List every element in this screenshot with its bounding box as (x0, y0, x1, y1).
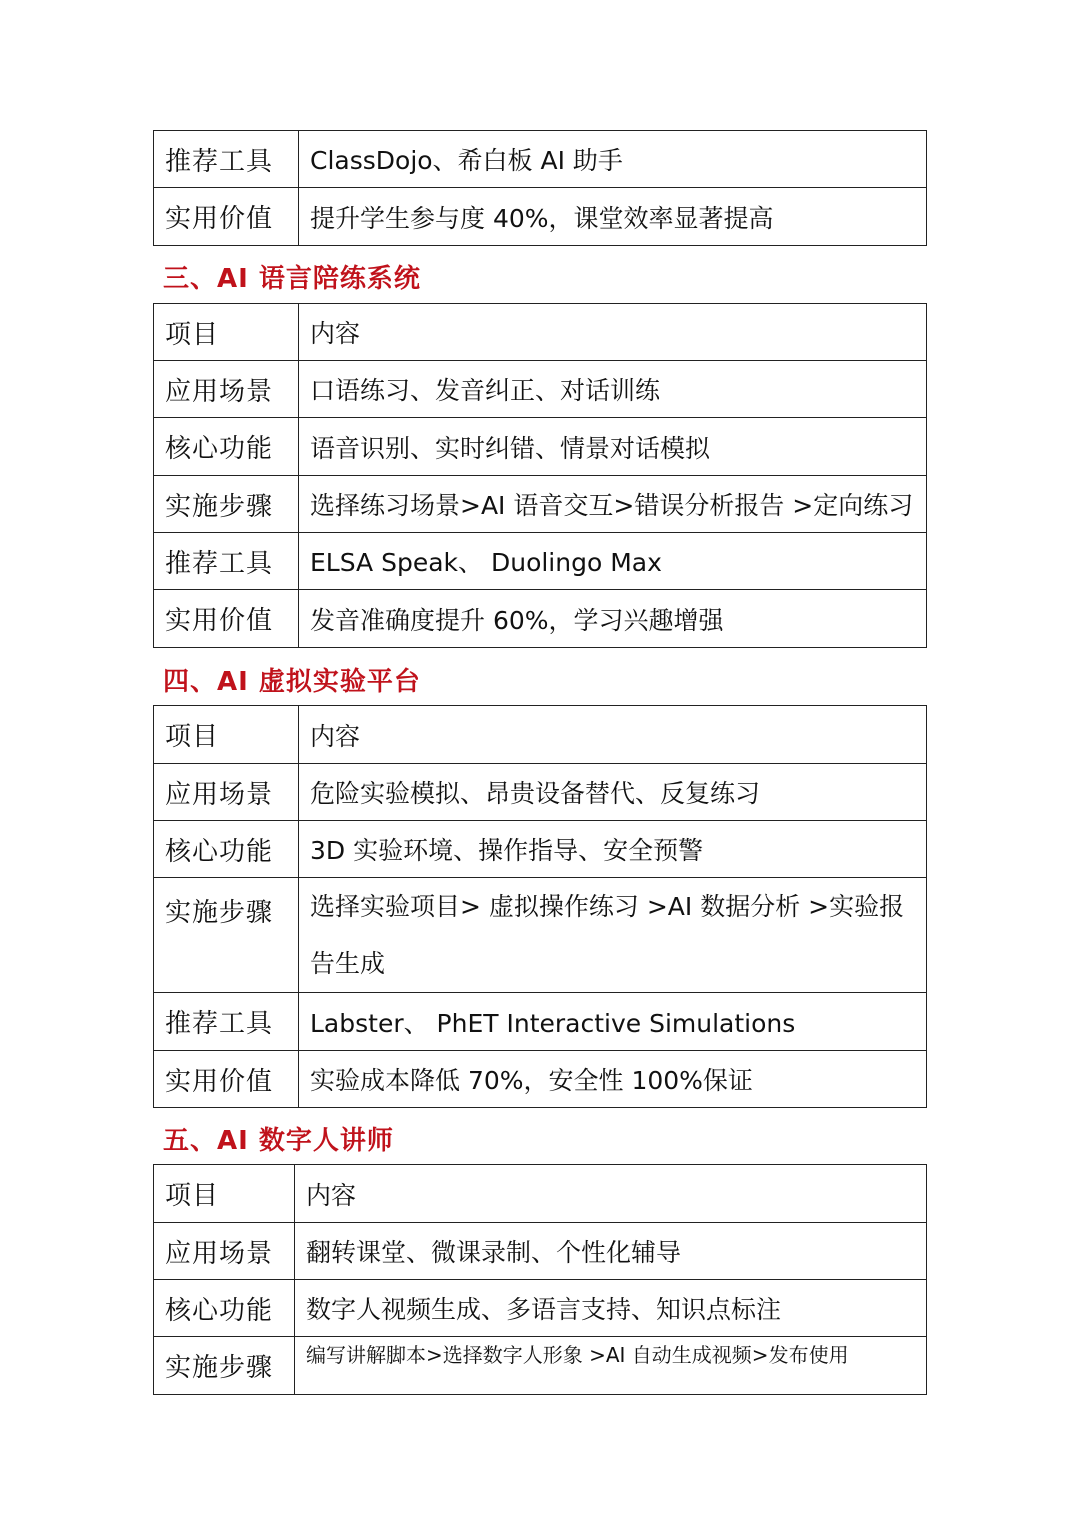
row-value: 实验成本降低 70%，安全性 100%保证 (299, 1051, 927, 1108)
row-value: 数字人视频生成、多语言支持、知识点标注 (295, 1280, 927, 1337)
header-value: 内容 (299, 304, 927, 361)
table-row (154, 1337, 927, 1395)
table-row (154, 533, 927, 590)
row-key: 实施步骤 (154, 476, 299, 533)
row-key: 核心功能 (154, 418, 299, 476)
row-key: 实施步骤 (154, 878, 299, 993)
row-key: 实施步骤 (154, 1337, 295, 1395)
row-key: 推荐工具 (154, 533, 299, 590)
row-value: 选择练习场景>AI 语音交互>错误分析报告 >定向练习 (299, 476, 927, 533)
row-value: 提升学生参与度 40%，课堂效率显著提高 (299, 188, 927, 246)
table-row (154, 821, 927, 878)
row-key: 推荐工具 (154, 993, 299, 1051)
header-key: 项目 (154, 706, 299, 764)
row-value: 危险实验模拟、昂贵设备替代、反复练习 (299, 764, 927, 821)
table-header-row (154, 706, 927, 764)
row-value: ClassDojo、希白板 AI 助手 (299, 131, 927, 188)
row-value: 语音识别、实时纠错、情景对话模拟 (299, 418, 927, 476)
row-value: 翻转课堂、微课录制、个性化辅导 (295, 1223, 927, 1280)
row-key: 核心功能 (154, 821, 299, 878)
section-heading: 三、AI 语言陪练系统 (163, 264, 421, 294)
table-row (154, 764, 927, 821)
table-row (154, 1280, 927, 1337)
header-key: 项目 (154, 1165, 295, 1223)
row-key: 应用场景 (154, 1223, 295, 1280)
row-key: 实用价值 (154, 1051, 299, 1108)
table-row (154, 878, 927, 993)
section-table (153, 1164, 927, 1395)
row-key: 推荐工具 (154, 131, 299, 188)
row-key: 核心功能 (154, 1280, 295, 1337)
top-table (153, 130, 927, 246)
section-table (153, 705, 927, 1108)
row-key: 应用场景 (154, 764, 299, 821)
table-row (154, 188, 927, 246)
table-row (154, 590, 927, 648)
row-value: 编写讲解脚本>选择数字人形象 >AI 自动生成视频>发布使用 (295, 1337, 927, 1395)
table-row (154, 418, 927, 476)
row-key: 实用价值 (154, 188, 299, 246)
row-value: 发音准确度提升 60%，学习兴趣增强 (299, 590, 927, 648)
table-header-row (154, 304, 927, 361)
header-value: 内容 (295, 1165, 927, 1223)
row-value: 选择实验项目> 虚拟操作练习 >AI 数据分析 >实验报告生成 (299, 878, 927, 993)
table-row (154, 1223, 927, 1280)
section-heading: 四、AI 虚拟实验平台 (163, 667, 421, 697)
table-row (154, 993, 927, 1051)
row-value: Labster、 PhET Interactive Simulations (299, 993, 927, 1051)
table-row (154, 476, 927, 533)
row-value: 口语练习、发音纠正、对话训练 (299, 361, 927, 418)
row-key: 应用场景 (154, 361, 299, 418)
table-header-row (154, 1165, 927, 1223)
row-value: 3D 实验环境、操作指导、安全预警 (299, 821, 927, 878)
table-row (154, 1051, 927, 1108)
row-key: 实用价值 (154, 590, 299, 648)
table-row (154, 131, 927, 188)
header-value: 内容 (299, 706, 927, 764)
row-value: ELSA Speak、 Duolingo Max (299, 533, 927, 590)
table-row (154, 361, 927, 418)
section-table (153, 303, 927, 648)
section-heading: 五、AI 数字人讲师 (163, 1126, 394, 1156)
header-key: 项目 (154, 304, 299, 361)
